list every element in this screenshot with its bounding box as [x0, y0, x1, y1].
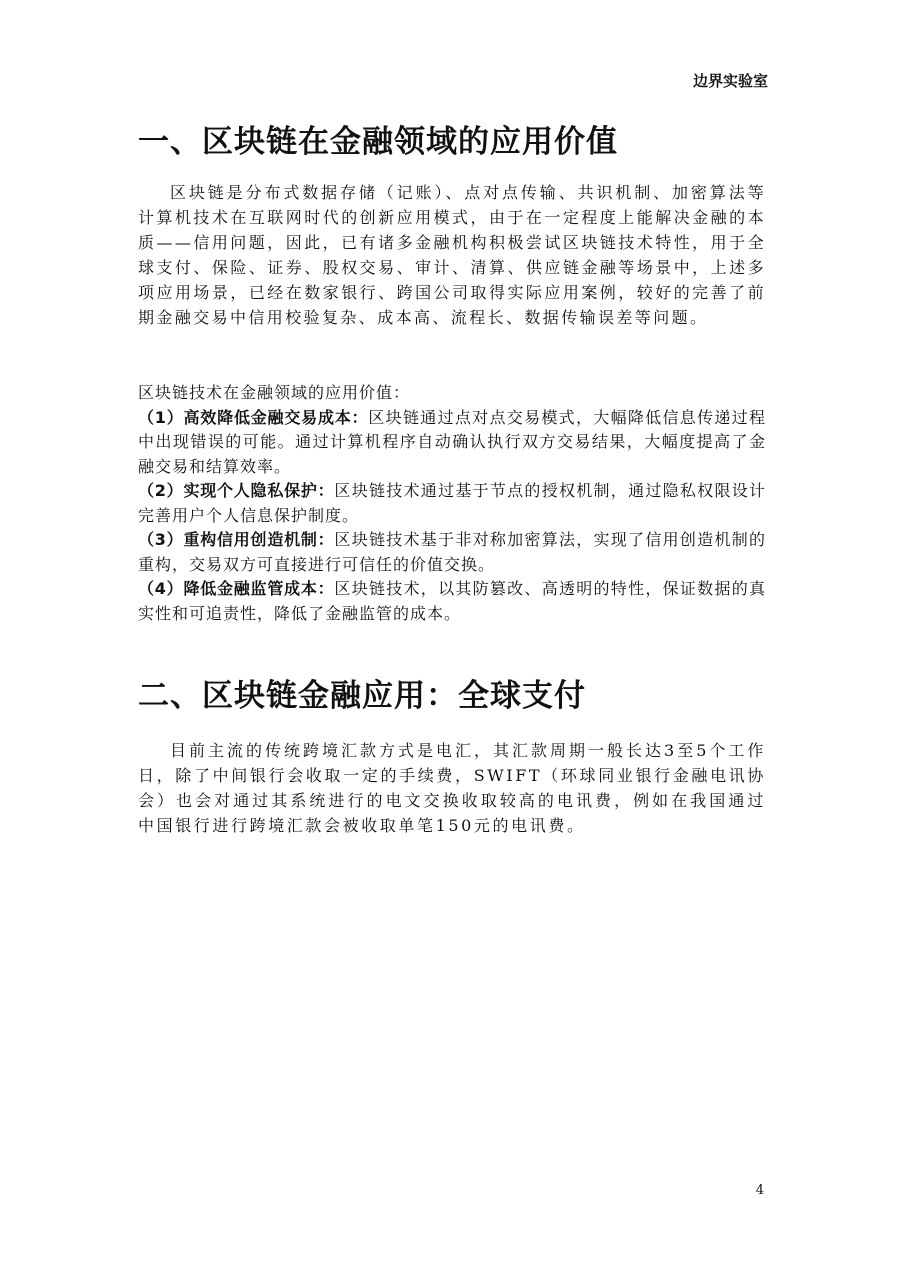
value-item: [138, 528, 766, 577]
values-heading: 区块链技术在金融领域的应用价值：: [138, 383, 411, 402]
section-title-global-payment: 二、区块链金融应用：全球支付: [138, 678, 586, 714]
value-item-label: （1）高效降低金融交易成本：: [138, 407, 369, 427]
value-item: [138, 577, 766, 626]
value-item-text: 区块链技术基于非对称加密算法，实现了信用创造机制的重构，交易双方可直接进行可信任的价值交换。: [138, 530, 766, 574]
value-item-label: （3）重构信用创造机制：: [138, 530, 335, 549]
brand-logo: 边界实验室: [692, 72, 768, 90]
global-payment-paragraph: 目前主流的传统跨境汇款方式是电汇，其汇款周期一般长达3至5个工作日，除了中间银行会收取一定的手续费，SWIFT（环球同业银行金融电讯协会）也会对通过其系统进行的电文交换收取较高的电讯费，例如在我国通过中国银行进行跨境汇款会被收取单笔150元的电讯费。: [138, 741, 766, 835]
value-item-label: （4）降低金融监管成本：: [138, 579, 335, 598]
value-item-label: （2）实现个人隐私保护：: [138, 481, 335, 500]
section-title-application-value: 一、区块链在金融领域的应用价值: [138, 124, 618, 160]
application-value-list: [138, 381, 766, 626]
value-item-text: 区块链通过点对点交易模式，大幅降低信息传递过程中出现错误的可能。通过计算机程序自动确认执行双方交易结果，大幅度提高了金融交易和结算效率。: [138, 407, 766, 476]
page-number: 4: [755, 1183, 764, 1198]
intro-paragraph: 区块链是分布式数据存储（记账）、点对点传输、共识机制、加密算法等计算机技术在互联网时代的创新应用模式，由于在一定程度上能解决金融的本质——信用问题，因此，已有诸多金融机构积极尝试区块链技术特性，用于全球支付、保险、证券、股权交易、审计、清算、供应链金融等场景中，上述多项应用场景，已经在数家银行、跨国公司取得实际应用案例，较好的完善了前期金融交易中信用校验复杂、成本高、流程长、数据传输误差等问题。: [138, 183, 766, 327]
value-item-text: 区块链技术，以其防篡改、高透明的特性，保证数据的真实性和可追责性，降低了金融监管的成本。: [138, 579, 766, 623]
value-item: [138, 479, 766, 528]
value-item: [138, 406, 766, 480]
value-item-text: 区块链技术通过基于节点的授权机制，通过隐私权限设计完善用户个人信息保护制度。: [138, 481, 766, 525]
